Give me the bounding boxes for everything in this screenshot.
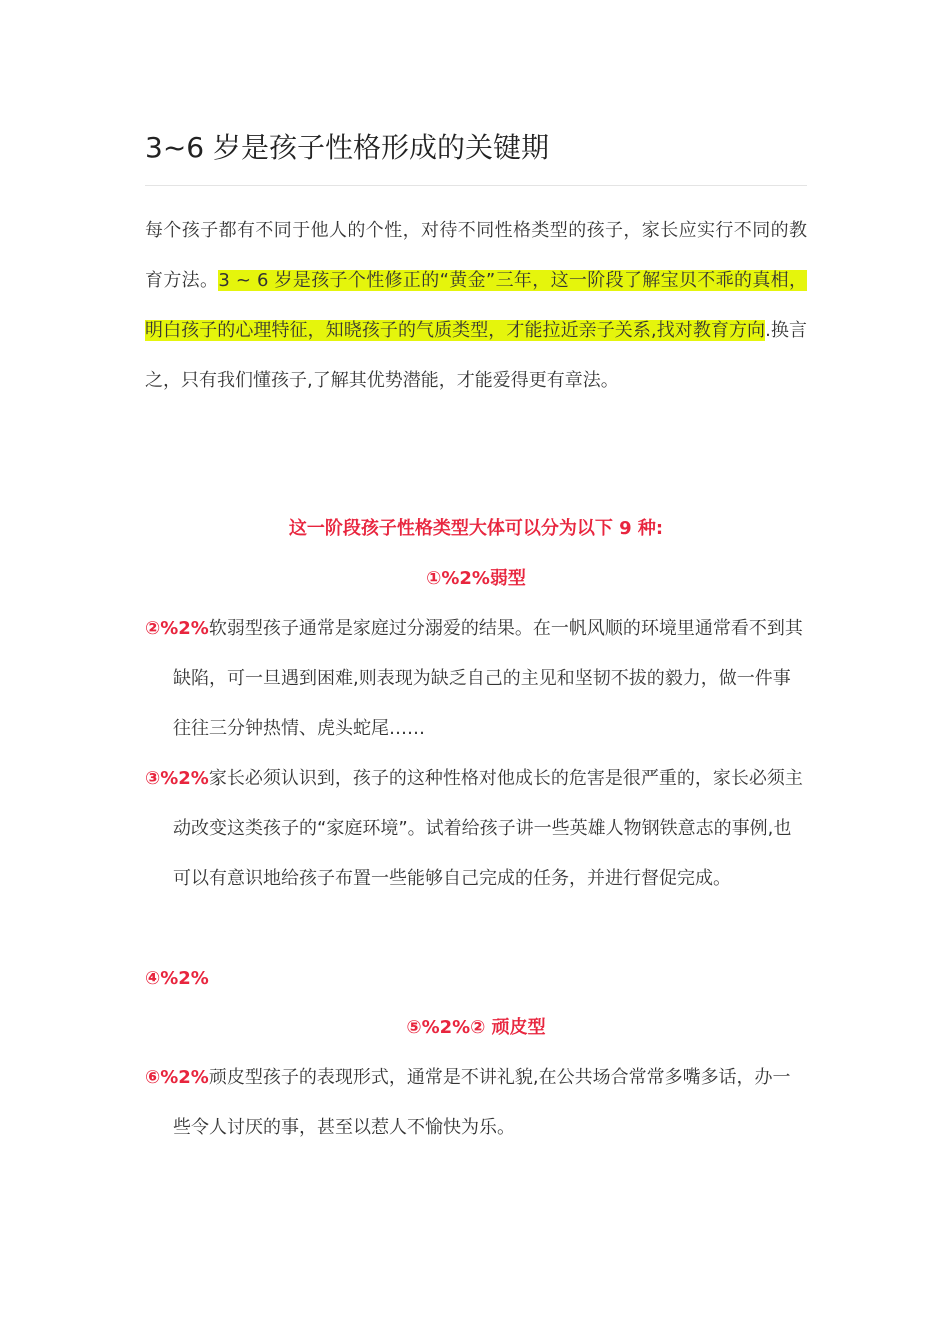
page-title: 3~6 岁是孩子性格形成的关键期: [145, 131, 549, 164]
list-item: [145, 604, 807, 754]
intro-highlight: 3 ~ 6 岁是孩子个性修正的“黄金”三年，这一阶段了解宝贝不乖的真相，明白孩子的心理特征，知晓孩子的气质类型，才能拉近亲子关系,找对教育方向: [145, 270, 807, 341]
item-text: 顽皮型孩子的表现形式，通常是不讲礼貌,在公共场合常常多嘴多话，办一些令人讨厌的事，甚至以惹人不愉快为乐。: [173, 1067, 791, 1138]
intro-paragraph: [145, 206, 807, 406]
list-item: [145, 1053, 807, 1153]
item-marker: ⑥%2%: [145, 1067, 209, 1088]
list-item: [145, 954, 807, 1004]
section-heading: 这一阶段孩子性格类型大体可以分为以下 9 种:: [288, 518, 664, 539]
item-marker: ③%2%: [145, 768, 209, 789]
item-text: 软弱型孩子通常是家庭过分溺爱的结果。在一帆风顺的环境里通常看不到其缺陷，可一旦遇到困难,则表现为缺乏自己的主见和坚韧不拔的毅力，做一件事往往三分钟热情、虎头蛇尾……: [173, 618, 803, 739]
item-text: 家长必须认识到，孩子的这种性格对他成长的危害是很严重的，家长必须主动改变这类孩子的“家庭环境”。试着给孩子讲一些英雄人物钢铁意志的事例,也可以有意识地给孩子布置一些能够自己完成的任务，并进行督促完成。: [173, 768, 803, 889]
list-item: [145, 754, 807, 904]
intro-text-part1: 每个孩子都有不同于他人的个性，对待不同性格类型的孩子，家长应实行不同的教育方法。: [145, 220, 807, 291]
item-marker: ②%2%: [145, 618, 209, 639]
item-marker: ④%2%: [145, 968, 209, 989]
subheading-type-1: ①%2%弱型: [426, 568, 526, 589]
subheading-type-2: ⑤%2%② 顽皮型: [406, 1017, 546, 1038]
intro-text-part2: .换言之，只有我们懂孩子,了解其优势潜能，才能爱得更有章法。: [145, 320, 807, 391]
title-divider: [145, 185, 807, 186]
